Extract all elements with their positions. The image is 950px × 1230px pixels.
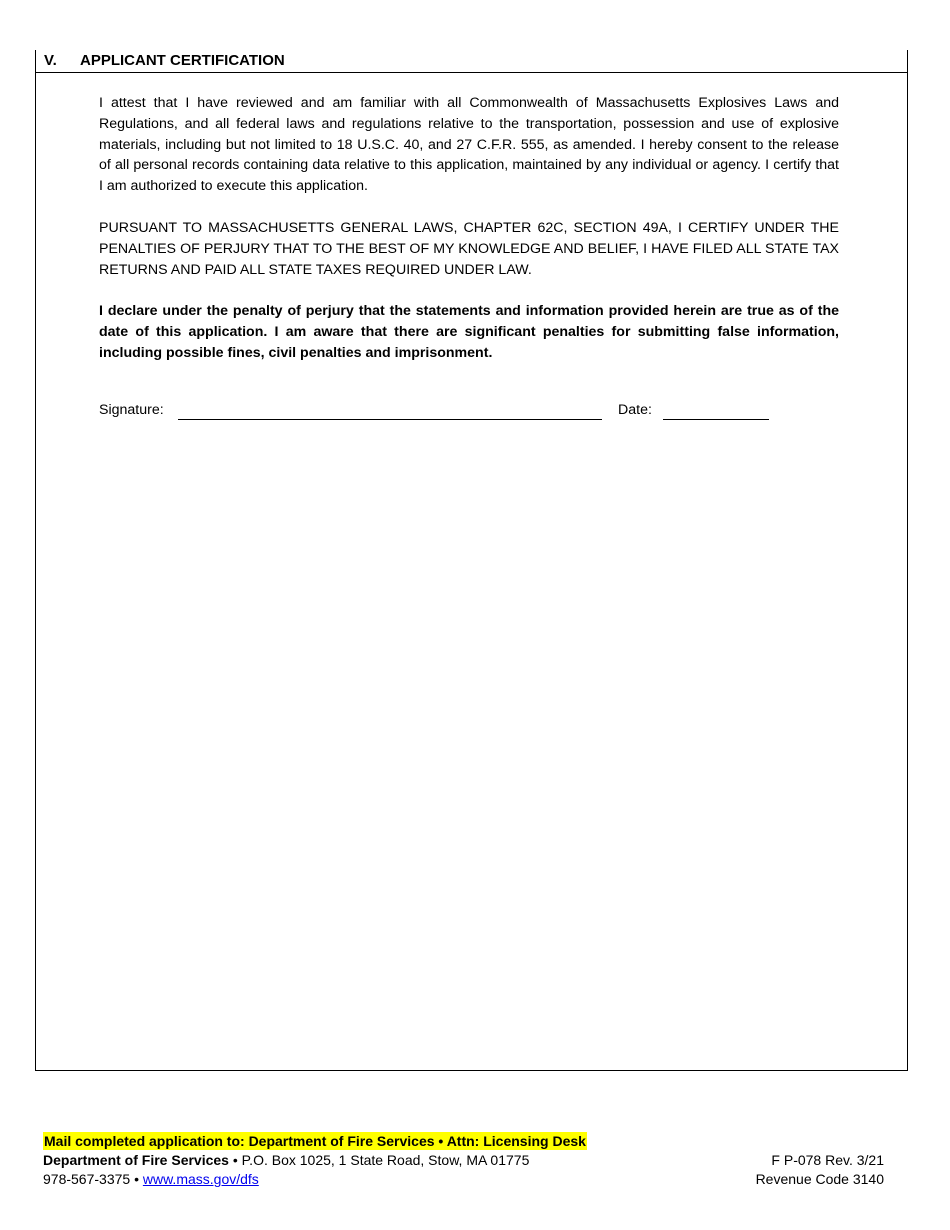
section-title: APPLICANT CERTIFICATION [80,52,285,69]
footer-address-line [43,1151,529,1169]
revenue-code: Revenue Code 3140 [755,1171,884,1187]
attestation-paragraph: I attest that I have reviewed and am familiar with all Commonwealth of Massachusetts Explosives Laws and Regulations, and all federal laws and regulations relative to the transportation, possession and use of explosive materials, including but not limited to 18 U.S.C. 40, and 27 C.F.R. 555, as amended. I hereby consent to the release of all personal records containing data relative to this application, maintained by any individual or agency. I certify that I am authorized to execute this application. [99,95,839,195]
section-number: V. [44,52,57,69]
mail-instructions-banner: Mail completed application to: Department of Fire Services • Attn: Licensing Desk [44,1133,586,1149]
date-field[interactable] [663,419,769,420]
perjury-declaration-paragraph: I declare under the penalty of perjury that the statements and information provided herein are true as of the date of this application. I am aware that there are significant penalties for submitting false information, including possible fines, civil penalties and imprisonment. [99,303,839,361]
date-label: Date: [618,402,652,418]
form-number: F P-078 Rev. 3/21 [771,1152,884,1168]
footer-website-link[interactable]: www.mass.gov/dfs [142,1171,259,1187]
footer-address: • P.O. Box 1025, 1 State Road, Stow, MA 01775 [228,1152,530,1168]
footer-dept-name: Department of Fire Services [43,1152,229,1168]
signature-row [99,402,799,424]
signature-label: Signature: [99,402,164,418]
footer-phone: 978-567-3375 • [43,1171,143,1187]
certification-section [35,50,908,1071]
footer-contact-line [43,1170,259,1188]
signature-field[interactable] [178,419,602,420]
tax-certification-paragraph: PURSUANT TO MASSACHUSETTS GENERAL LAWS, CHAPTER 62C, SECTION 49A, I CERTIFY UNDER THE PENALTIES OF PERJURY THAT TO THE BEST OF MY KNOWLEDGE AND BELIEF, I HAVE FILED ALL STATE TAX RETURNS AND PAID ALL STATE TAXES REQUIRED UNDER LAW. [99,220,839,278]
section-header [36,50,907,73]
